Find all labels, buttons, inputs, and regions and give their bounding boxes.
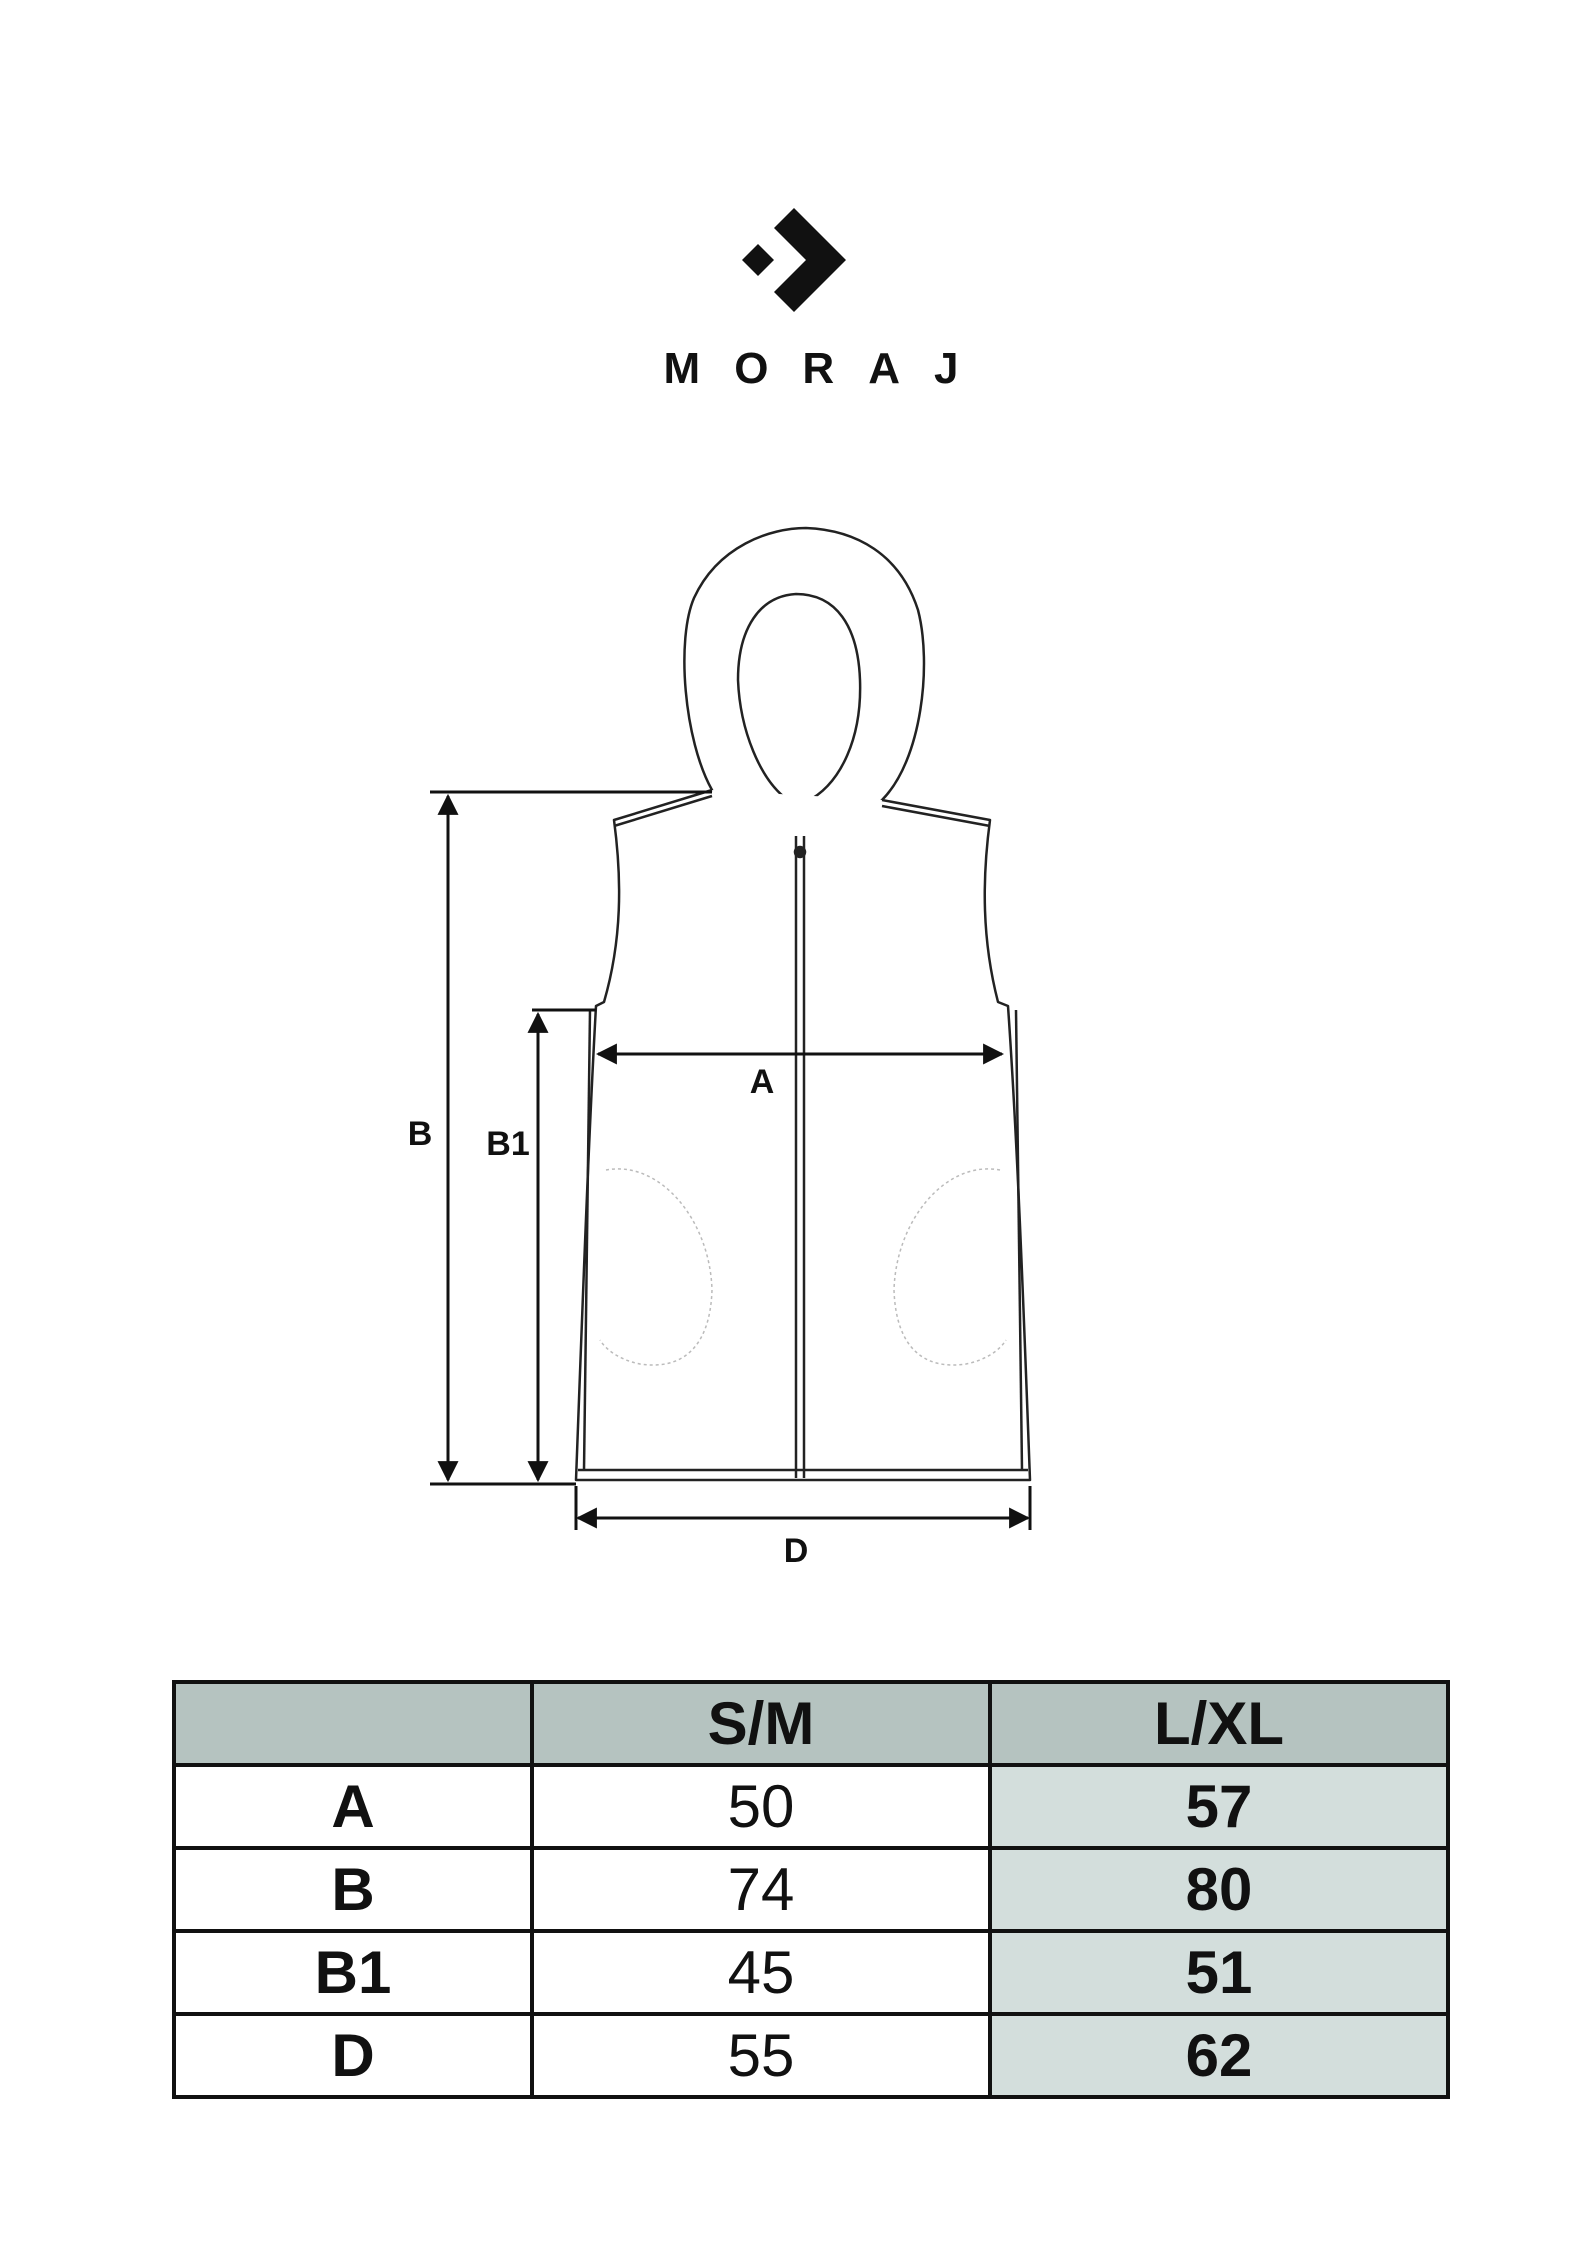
vest-outline bbox=[576, 528, 1030, 1480]
dimension-d-label: D bbox=[783, 1532, 809, 1570]
value-lxl: 57 bbox=[990, 1765, 1448, 1848]
table-row bbox=[174, 1931, 1448, 2014]
row-label: D bbox=[174, 2014, 532, 2097]
value-lxl: 62 bbox=[990, 2014, 1448, 2097]
row-label: A bbox=[174, 1765, 532, 1848]
brand-name: MORAJ bbox=[663, 344, 993, 393]
value-sm: 50 bbox=[532, 1765, 990, 1848]
table-header-row bbox=[174, 1682, 1448, 1765]
value-lxl: 80 bbox=[990, 1848, 1448, 1931]
size-table bbox=[172, 1680, 1450, 2099]
value-sm: 74 bbox=[532, 1848, 990, 1931]
dimension-b-label: B bbox=[407, 1115, 433, 1153]
dimension-b1-label: B1 bbox=[486, 1125, 530, 1163]
table-row bbox=[174, 1765, 1448, 1848]
value-sm: 45 bbox=[532, 1931, 990, 2014]
table-header-blank bbox=[174, 1682, 532, 1765]
table-row bbox=[174, 1848, 1448, 1931]
dimension-a-label: A bbox=[749, 1063, 775, 1101]
value-sm: 55 bbox=[532, 2014, 990, 2097]
table-row bbox=[174, 2014, 1448, 2097]
table-header-sm: S/M bbox=[532, 1682, 990, 1765]
value-lxl: 51 bbox=[990, 1931, 1448, 2014]
table-header-lxl: L/XL bbox=[990, 1682, 1448, 1765]
row-label: B1 bbox=[174, 1931, 532, 2014]
row-label: B bbox=[174, 1848, 532, 1931]
